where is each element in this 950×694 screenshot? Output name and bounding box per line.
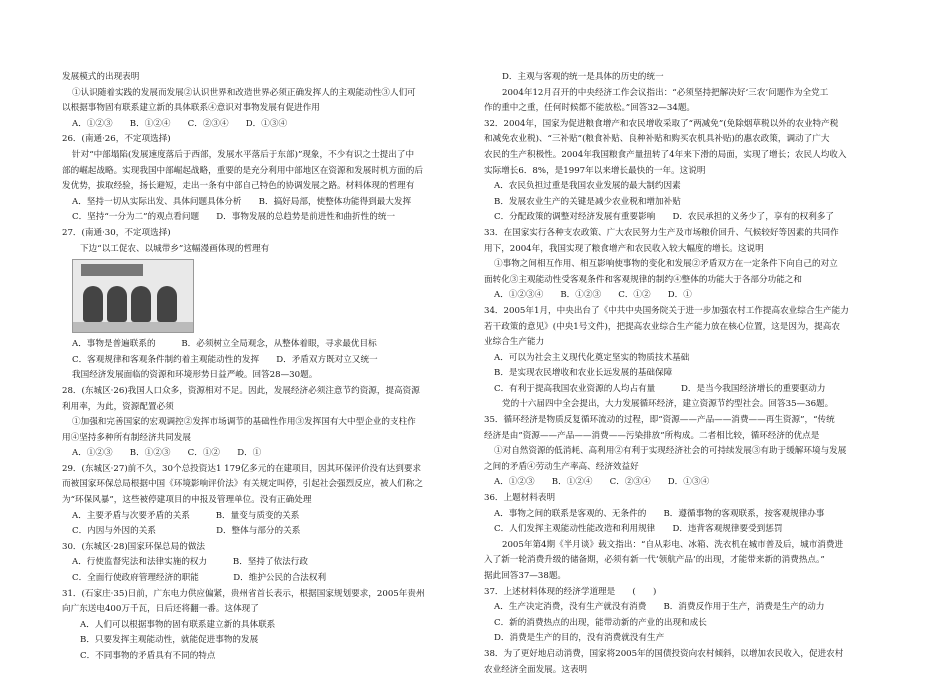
text-line: 下边“以工促农、以城带乡”这幅漫画体现的哲理有 — [80, 243, 270, 254]
answer-options: A．农民负担过重是我国农业发展的最大制约因素 — [494, 181, 681, 192]
answer-options: C．客观规律和客观条件制约着主观能动性的发挥 D．矛盾双方既对立又统一 — [72, 354, 378, 365]
answer-options: A．①②③ B．①②④ C．②③④ D．①③④ — [494, 477, 710, 488]
answer-options: A．主要矛盾与次要矛盾的关系 B．量变与质变的关系 — [72, 510, 300, 521]
question-heading: 34．2005年1月，中央出台了《中共中央国务院关于进一步加强农村工作提高农业综合生产能力 — [484, 305, 849, 316]
text-line: 党的十六届四中全会提出，大力发展循环经济，建立资源节约型社会。回答35—36题。 — [502, 399, 834, 410]
cartoon-figure — [107, 286, 127, 322]
cartoon-figure — [131, 286, 151, 322]
question-heading: 28．(东城区·26)我国人口众多，资源相对不足。因此，发展经济必须注意节约资源，提高资源 — [62, 385, 420, 396]
question-heading: 29．(东城区·27)前不久，30个总投资达1 179亿多元的在建项目，因其环保评价没有达到要求 — [62, 463, 422, 474]
cartoon-ground — [73, 322, 193, 332]
text-line: 发展模式的出现表明 — [62, 72, 140, 82]
question-heading: 36．上题材料表明 — [484, 493, 556, 504]
answer-options: A．行使监督宪法和法律实施的权力 B．坚持了依法行政 — [72, 557, 308, 568]
answer-options: C．坚持“一分为二”的观点看问题 D．事物发展的总趋势是前进性和曲折性的统一 — [72, 212, 396, 223]
text-line: 发优势，拔取经验，扬长避短，走出一条有中部自己特色的协调发展之路。材料体现的哲理有 — [62, 181, 415, 192]
text-line: ①事物之间相互作用、相互影响使事物的变化和发展②矛盾双方在一定条件下向自己的对立 — [494, 259, 838, 270]
answer-options: C．不同事物的矛盾具有不同的特点 — [80, 651, 216, 661]
answer-options: A．可以为社会主义现代化奠定坚实的物质技术基础 — [494, 352, 690, 363]
question-heading: 30．(东城区·28)国家环保总局的做法 — [62, 541, 206, 552]
text-line: 针对“中部塌陷(发展速度落后于西部，发展水平落后于东部)”现象，不少有识之士提出了中 — [72, 149, 415, 160]
text-line: 和减免农业税)、“三补贴”(粮食补贴、良种补贴和购买农机具补贴)的惠农政策，调动了广大 — [484, 134, 830, 145]
cartoon-figure — [157, 286, 177, 322]
question-heading: 33．在国家实行各种支农政策、广大农民努力生产及市场粮价回升、气候较好等因素的共同作 — [484, 227, 839, 238]
text-line: 用下，2004年，我国实现了粮食增产和农民收入较大幅度的增长。这说明 — [484, 243, 764, 254]
cartoon-image — [72, 259, 194, 333]
text-line: 向广东送电400万千瓦，日后还将翻一番。这体现了 — [62, 604, 259, 615]
text-line: 而被国家环保总局根据中国《环境影响评价法》有关规定叫停，引起社会强烈反应，被人们称之 — [62, 479, 423, 490]
answer-options: A．人们可以根据事物的固有联系建立新的具体联系 — [80, 619, 276, 630]
text-line: 用④坚持多种所有制经济共同发展 — [62, 432, 191, 443]
answer-options: C．人们发挥主观能动性能改造和利用规律 D．违背客观规律要受到惩罚 — [494, 524, 783, 535]
text-line: 据此回答37—38题。 — [484, 571, 567, 581]
text-line: 入了新一轮消费升级的储备期，必须有新一代‘领航产品’的出现，才能带来新的消费热点。” — [484, 555, 825, 566]
text-line: 业综合生产能力 — [484, 337, 545, 348]
text-line: 部的崛起战略。实现我国中部崛起战略，重要的是充分利用中部地区在资源和发展时机方面的后 — [62, 165, 423, 176]
question-heading: 37．上述材料体现的经济学道理是 ( ) — [484, 586, 657, 597]
text-line: 以根据事物固有联系建立新的具体联系④意识对事物发展有促进作用 — [62, 103, 320, 114]
answer-options: C．分配政策的调整对经济发展有重要影响 D．农民承担的义务少了，享有的权利多了 — [494, 212, 835, 223]
left-column — [62, 70, 472, 665]
answer-options: C．有利于提高我国农业资源的人均占有量 D．是当今我国经济增长的重要驱动力 — [494, 383, 826, 394]
answer-options: A．事物是普遍联系的 B．必须树立全局观念，从整体着眼，寻求最优目标 — [72, 339, 377, 350]
text-line: 实际增长6．8%，是1997年以来增长最快的一年。这说明 — [484, 165, 706, 176]
answer-options: C．新的消费热点的出现，能带动新的产业的出现和成长 — [494, 617, 707, 628]
cartoon-banner — [81, 264, 143, 276]
question-heading: 32．2004年，国家为促进粮食增产和农民增收采取了“两减免”(免除烟草税以外的农业特产税 — [484, 118, 839, 129]
text-line: ①对自然资源的低消耗、高利用②有利于实现经济社会的可持续发展③有助于缓解环境与发展 — [494, 446, 847, 457]
answer-options: A．坚持一切从实际出发、具体问题具体分析 B．搞好局部，使整体功能得到最大发挥 — [72, 196, 412, 207]
question-heading: 31．(石家庄·35)日前，广东电力供应偏紧，贵州省首长表示，根据国家规划要求，2005年贵州 — [62, 588, 425, 599]
question-heading: 38．为了更好地启动消费，国家将2005年的国债投资向农村倾斜，以增加农民收入，促进农村 — [484, 648, 844, 659]
answer-options: A．①②③ B．①②④ C．②③④ D．①③④ — [72, 118, 288, 129]
text-line: 农业经济全面发展。这表明 — [484, 664, 588, 675]
answer-options: A．①②③④ B．①②③ C．①② D．① — [494, 290, 692, 301]
question-heading: 35．循环经济是物质反复循环流动的过程，即“资源——产品——消费——再生资源”，“传统 — [484, 415, 835, 426]
answer-options: B．只要发挥主观能动性，就能促进事物的发展 — [80, 635, 259, 646]
question-heading: 26．(南通·26，不定项选择) — [62, 134, 171, 145]
answer-options: A．生产决定消费，没有生产就没有消费 B．消费反作用于生产，消费是生产的动力 — [494, 602, 825, 613]
text-line: 为“环保风暴”，这些被停建项目的申报及管理单位。没有正确处理 — [62, 495, 312, 506]
text-line: ①加强和完善国家的宏观调控②发挥市场调节的基础性作用③发挥国有大中型企业的支柱作 — [72, 417, 416, 428]
answer-options: D．主观与客观的统一是具体的历史的统一 — [502, 72, 664, 82]
text-line: 作的重中之重，任何时候都不能放松。”回答32—34题。 — [484, 103, 696, 114]
answer-options: D．消费是生产的目的，没有消费就没有生产 — [494, 633, 665, 644]
text-line: 2004年12月召开的中央经济工作会议指出：“必须坚持把解决好‘三农’问题作为全党工 — [502, 87, 829, 98]
text-line: 若干政策的意见》(中央1号文件)，把提高农业综合生产能力放在核心位置，这是因为，提高农 — [484, 321, 840, 332]
text-line: ①认识随着实践的发展而发展②认识世界和改造世界必须正确发挥人的主观能动性③人们可 — [72, 87, 416, 98]
answer-options: C．内因与外因的关系 D．整体与部分的关系 — [72, 526, 301, 537]
question-heading: 27．(南通·30，不定项选择) — [62, 227, 171, 238]
text-line: 面转化③主观能动性受客观条件和客观规律的制约④整体的功能大于各部分功能之和 — [484, 274, 802, 285]
answer-options: B．发展农业生产的关键是减少农业税和增加补贴 — [494, 196, 681, 207]
cartoon-figure — [83, 286, 103, 322]
text-line: 2005年第4期《半月谈》载文指出：“自从彩电、冰箱、洗衣机在城市普及后，城市消费进 — [502, 539, 844, 550]
text-line: 之间的矛盾④劳动生产率高、经济效益好 — [484, 461, 639, 472]
answer-options: C．全面行使政府管理经济的职能 D．维护公民的合法权利 — [72, 573, 327, 584]
answer-options: A．事物之间的联系是客观的、无条件的 B．遵循事物的客观联系，按客观规律办事 — [494, 508, 825, 519]
answer-options: B．是实现农民增收和农业长远发展的基础保障 — [494, 368, 673, 379]
text-line: 经济是由”资源——产品——消费——污染排放”所构成。二者相比较，循环经济的优点是 — [484, 430, 820, 441]
right-column — [484, 70, 902, 678]
text-line: 我国经济发展面临的资源和环境形势日益严峻。回答28—30题。 — [72, 370, 318, 381]
text-line: 利用率，为此，资源配置必须 — [62, 401, 174, 412]
text-line: 农民的生产积极性。2004年我国粮食产量扭转了4年来下滑的局面，实现了增长；农民人均收入 — [484, 149, 847, 160]
answer-options: A．①②③ B．①②③ C．①② D．① — [72, 448, 262, 459]
